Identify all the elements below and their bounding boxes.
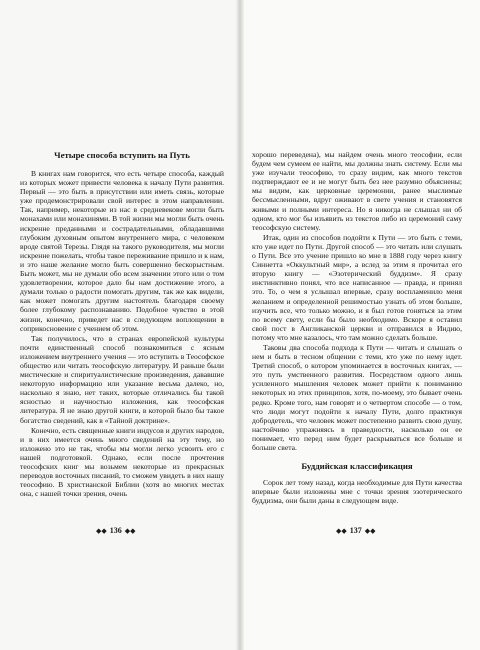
page-number	[336, 526, 376, 535]
paragraph: хорошо переведена), мы найдем очень много теософии, если будем чем сумеем ее найти, мы должны знать систему. Если мы уже изучали теософию, то сразу видим, как много текстов подтверждают ее и не могут быть без нее разумно объяснены; мы видим, как церковные церемонии, ранее мыслимые бессмысленными, вдруг оживают в свете учения и становятся живыми и полными интереса. Но я никогда не слышал ни об одном, кто мог бы изъявить из текстов либо из церемоний саму теософскую систему.	[252, 150, 462, 232]
paragraph: Так получилось, что в странах европейской культуры почти единственный способ познакомиться с ясным изложением внутреннего учения — это вступить в Теософское общество или читать теософскую литературу. И раньше были мистические и спиритуалистические произведения, дававшие некоторую информацию или указание весьма далеко, но, насколько я знаю, нет таких, которые отличались бы такой ясностью и научностью изложения, как теософская литература. Я не знаю другой книги, в которой было бы такое богатство сведений, как в «Тайной доктрине».	[20, 333, 224, 425]
right-page	[240, 0, 480, 650]
ornament-icon: ◆◆	[364, 527, 376, 535]
right-page-content	[252, 150, 462, 506]
section-heading: Буддийская классификация	[301, 461, 413, 472]
paragraph: Конечно, есть священные книги индусов и других народов, и в них имеется очень много сведений на эту тему, но изложено это не так, чтобы мы могли легко усвоить его с нашей подготовкой. Однако, если после прочтения теософских книг мы возьмем некоторые из прекрасных переводов восточных писаний, то сможем увидеть в них нашу теософию. В христианской Библии (хотя во многих местах она, с нашей точки зрения, очень	[20, 425, 224, 499]
ornament-icon: ◆◆	[124, 527, 136, 535]
left-page-content	[20, 150, 224, 499]
page-number-value: 137	[349, 526, 362, 535]
chapter-heading: Четыре способа вступить на Путь	[54, 150, 190, 160]
paragraph: В книгах нам говорится, что есть четыре способа, каждый из которых может привести человека к началу Пути развития. Первый — это быть в присутствии или иметь связь, которые уже продемонстрировали свой интерес в этом направлении. Так, например, некоторые из нас в средневекове могли быть монахами или монахинями. В той жизни мы могли быть очень искренне преданными и сострадательными, обладавшими глубоким духовным опытом внутреннего мира, с человеком вроде святой Терезы. Глядя на такого руководителя, мы могли искренне пожелать, чтобы такое переживание пришло и к нам, и это наше желание могло быть совершенно бескорыстным. Быть может, мы не думали обо всем значении этого или о том удовлетворении, которое дало бы нам достижение этого, а думали только о радости помогать другим, так же как видели, как может помогать другим настоятель благодаря своему более глубокому распознаванию. Подобное чувство в этой жизни, конечно, приведет нас в следующем воплощении в соприкосновение с учением об этом.	[20, 169, 224, 333]
page-bottom-margin	[0, 562, 480, 650]
paragraph: Сорок лет тому назад, когда необходимые для Пути качества впервые были изложены мне с точки зрения эзотерического буддизма, они были даны в следующем виде.	[252, 478, 462, 506]
page-number-value: 136	[109, 526, 122, 535]
paragraph: Таковы два способа подхода к Пути — читать и слышать о нем и быть в тесном общении с теми, кто уже по нему идет. Третий способ, о котором упоминается в восточных книгах, — это путь умственного развития. Посредством одного лишь усиленного мышления человек может прийти к пониманию некоторых из этих принципов, хотя, по-моему, это бывает очень редко. Кроме того, нам говорят и о четвертом способе — о том, что люди могут подойти к началу Пути, долго практикуя добродетель, что человек может постепенно развить свою душу, настойчиво упражняясь в праведности, насколько он ее понимает, что перед ним будет раскрываться все больше и больше света.	[252, 342, 462, 452]
page-number	[96, 526, 136, 535]
ornament-icon: ◆◆	[336, 527, 347, 535]
book-gutter	[236, 0, 244, 650]
paragraph: Итак, один из способов подойти к Пути — это быть с теми, кто уже идет по Пути. Другой способ — это читать или слушать о Пути. Все это учение пришло ко мне в 1888 году через книгу Синнетта «Оккультный мир», а вслед за этим я прочитал его вторую книгу — «Эзотерический буддизм». Я сразу инстинктивно понял, что все написанное — правда, и принял это. То, о чем я услышал впервые, сразу воспламенило меня желанием и определенной решимостью узнать об этом больше, изучить все, что только можно, и я был готов гоняться за этим по всему свету, если бы было необходимо. Вскоре я оставил свой пост в Англиканской церкви и отправился в Индию, потому что мне казалось, что там можно сделать больше.	[252, 232, 462, 342]
ornament-icon: ◆◆	[96, 527, 107, 535]
